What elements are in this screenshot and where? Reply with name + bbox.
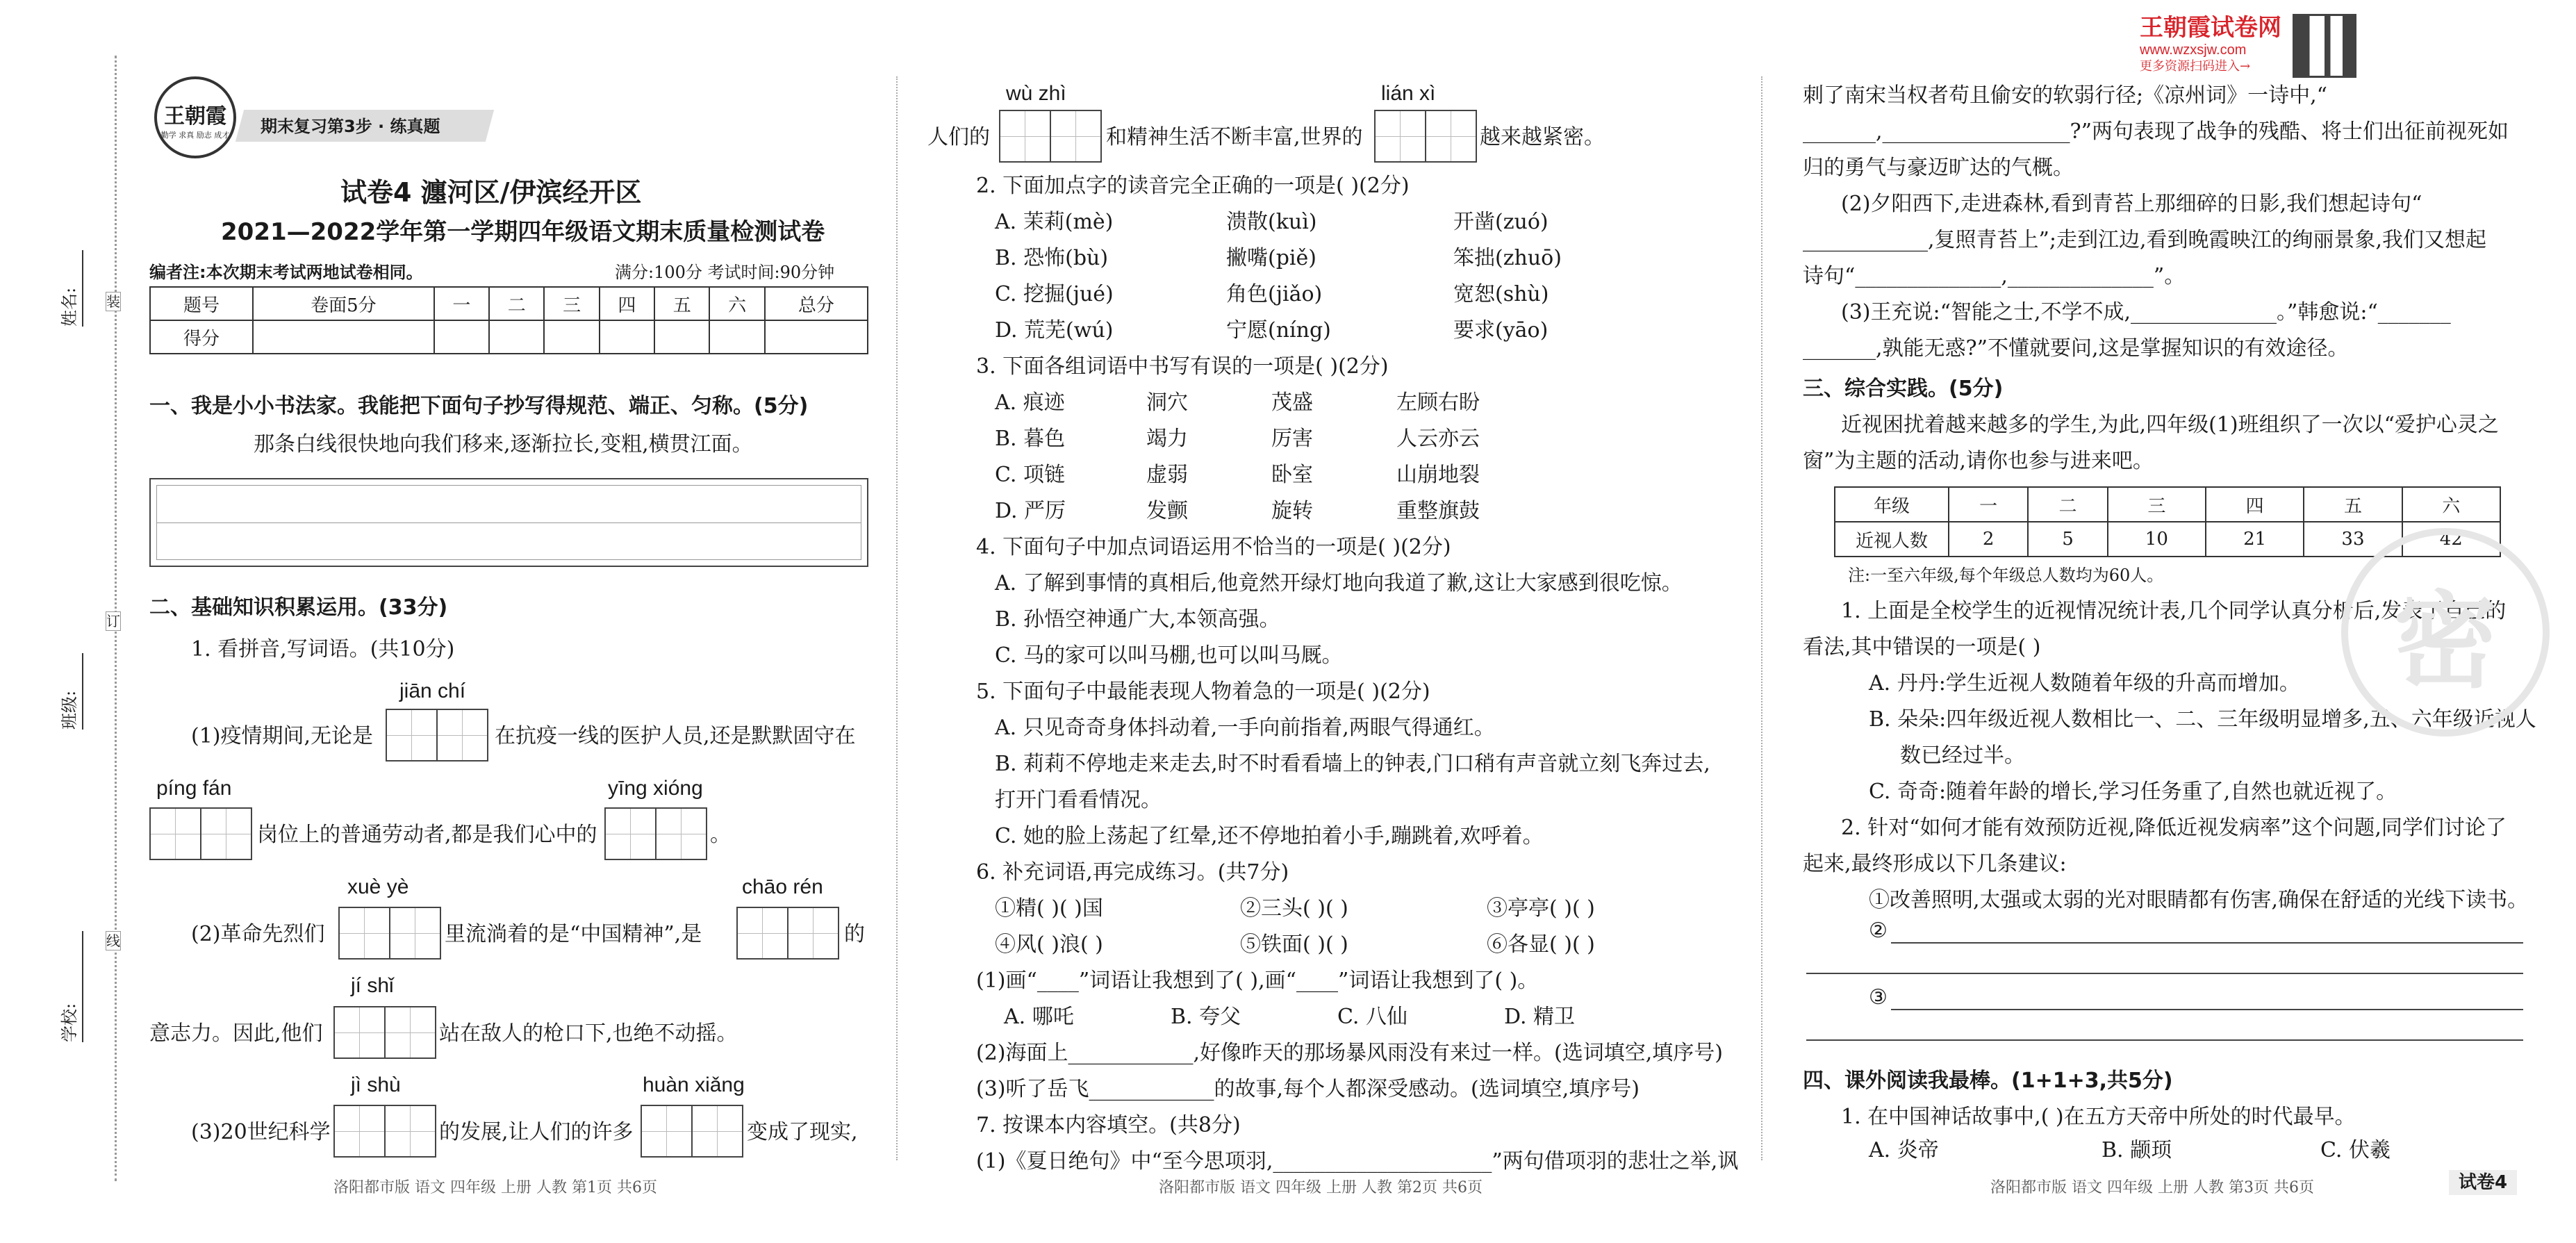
s1d: 。 bbox=[710, 823, 731, 847]
pinyin: lián xì bbox=[1381, 82, 1436, 105]
q7-line: 诗句“______________,______________”。 bbox=[1803, 264, 2186, 288]
q3-opt: 重整旗鼓 bbox=[1396, 499, 1480, 523]
q3-opt: 旋转 bbox=[1271, 499, 1313, 523]
q7-line: _______,__________________?”两句表现了战争的残酷、将士们出征前视死如 bbox=[1803, 120, 2509, 144]
q7-line: (3)王充说:“智能之士,不学不成,______________。”韩愈说:“_______ bbox=[1841, 300, 2451, 324]
score-cell[interactable] bbox=[654, 320, 709, 354]
table-note: 注:一至六年级,每个年级总人数均为60人。 bbox=[1848, 566, 2164, 585]
sec3-q1: 1. 上面是全校学生的近视情况统计表,几个同学认真分析后,发表了自己的 bbox=[1841, 599, 2507, 623]
q6-word: ②三头( )( ) bbox=[1240, 896, 1348, 921]
q4-opt: C. 马的家可以叫马棚,也可以叫马厩。 bbox=[995, 643, 1343, 668]
answer-grid[interactable] bbox=[149, 807, 252, 860]
s2a: (2)革命先烈们 bbox=[191, 922, 325, 946]
myopia-value: 33 bbox=[2304, 522, 2402, 557]
q4-stem: 4. 下面句子中加点词语运用不恰当的一项是( )(2分) bbox=[976, 535, 1451, 559]
brand-name: 王朝霞试卷网 bbox=[2140, 14, 2281, 42]
q7-line: (1)《夏日绝句》中“至今思项羽,_____________________”两句借项羽的悲壮之举,讽 bbox=[976, 1149, 1739, 1174]
myopia-value: 5 bbox=[2028, 522, 2107, 557]
suggestion-3: ③ bbox=[1869, 985, 1888, 1010]
score-header: 四 bbox=[600, 287, 654, 320]
q3-opt: B. 暮色 bbox=[995, 427, 1066, 451]
suggestion-1: ①改善照明,太强或太弱的光对眼睛都有伤害,确保在舒适的光线下读书。 bbox=[1869, 888, 2529, 912]
q6-choice: D. 精卫 bbox=[1504, 1005, 1576, 1029]
score-cell[interactable] bbox=[253, 320, 434, 354]
q3-opt: 左顾右盼 bbox=[1396, 390, 1480, 415]
q3-opt: 人云亦云 bbox=[1396, 427, 1480, 451]
pinyin: huàn xiǎng bbox=[643, 1073, 745, 1096]
exam-title: 试卷4 瀍河区/伊滨经开区 bbox=[340, 177, 642, 208]
score-row-label: 得分 bbox=[150, 320, 253, 354]
score-header: 一 bbox=[434, 287, 489, 320]
pinyin: xuè yè bbox=[347, 875, 409, 898]
answer-line[interactable] bbox=[1891, 942, 2523, 944]
logo-text: 王朝霞 bbox=[164, 104, 226, 129]
answer-grid[interactable] bbox=[1374, 110, 1477, 163]
sec3-opt: A. 丹丹:学生近视人数随着年级的升高而增加。 bbox=[1869, 671, 2300, 695]
q5-opt: C. 她的脸上荡起了红晕,还不停地拍着小手,蹦跳着,欢呼着。 bbox=[995, 824, 1544, 848]
side-class-label: 班级: bbox=[60, 690, 79, 730]
score-cell[interactable] bbox=[765, 320, 868, 354]
q5-opt: A. 只见奇奇身体抖动着,一手向前指着,两眼气得通红。 bbox=[995, 716, 1495, 740]
pinyin: jì shù bbox=[351, 1073, 401, 1096]
suggestion-2: ② bbox=[1869, 919, 1888, 943]
brand-slogan: 更多资源扫码进入→ bbox=[2140, 59, 2251, 74]
q6-word: ①精( )( )国 bbox=[995, 896, 1103, 921]
score-info: 满分:100分 考试时间:90分钟 bbox=[615, 263, 835, 282]
paper-badge: 试卷4 bbox=[2449, 1170, 2517, 1195]
section2-title: 二、基础知识积累运用。(33分) bbox=[149, 595, 448, 620]
answer-grid[interactable] bbox=[338, 907, 441, 960]
myopia-label: 近视人数 bbox=[1835, 522, 1949, 557]
q2-opt: C. 挖掘(jué) bbox=[995, 282, 1114, 306]
q2-opt: 撇嘴(piě) bbox=[1226, 246, 1316, 270]
score-cell[interactable] bbox=[544, 320, 599, 354]
q6-sub3: (3)听了岳飞____________的故事,每个人都深受感动。(选词填空,填序号) bbox=[976, 1077, 1640, 1101]
s2d: 意志力。因此,他们 bbox=[149, 1021, 323, 1046]
pinyin: jiān chí bbox=[399, 680, 466, 702]
side-mark-ding: 订 bbox=[106, 613, 120, 629]
sec3-opt: 数已经过半。 bbox=[1900, 743, 2025, 768]
q6-word: ③亭亭( )( ) bbox=[1487, 896, 1595, 921]
sec3-intro: 窗”为主题的活动,请你也参与进来吧。 bbox=[1803, 449, 2154, 473]
myopia-header: 五 bbox=[2304, 487, 2402, 522]
answer-grid[interactable] bbox=[999, 110, 1102, 163]
side-name-line bbox=[82, 250, 83, 327]
q6-word: ④风( )浪( ) bbox=[995, 932, 1103, 957]
section1-title: 一、我是小小书法家。我能把下面句子抄写得规范、端正、匀称。(5分) bbox=[149, 394, 809, 418]
sec3-q1: 看法,其中错误的一项是( ) bbox=[1803, 635, 2041, 659]
s2e: 站在敌人的枪口下,也绝不动摇。 bbox=[439, 1021, 738, 1046]
q6-choice: B. 夸父 bbox=[1171, 1005, 1241, 1029]
pinyin: yīng xióng bbox=[608, 777, 703, 800]
q3-opt: 竭力 bbox=[1146, 427, 1188, 451]
s3d: 人们的 bbox=[927, 125, 990, 149]
q7-line: ____________,复照青苔上”;走到江边,看到晚霞映江的绚丽景象,我们又想起 bbox=[1803, 228, 2487, 252]
myopia-value: 42 bbox=[2402, 522, 2500, 557]
s3a: (3)20世纪科学 bbox=[191, 1120, 331, 1144]
q3-opt: 厉害 bbox=[1271, 427, 1313, 451]
editor-note: 编者注:本次期末考试两地试卷相同。 bbox=[149, 263, 423, 282]
myopia-header: 三 bbox=[2108, 487, 2206, 522]
answer-line[interactable] bbox=[1891, 1009, 2523, 1010]
copy-box[interactable] bbox=[149, 478, 868, 567]
side-mark-xian: 线 bbox=[106, 932, 120, 949]
answer-grid[interactable] bbox=[736, 907, 839, 960]
sec3-opt: C. 奇奇:随着年龄的增长,学习任务重了,自然也就近视了。 bbox=[1869, 780, 2397, 804]
sec4-opt: C. 伏羲 bbox=[2320, 1138, 2391, 1162]
q5-stem: 5. 下面句子中最能表现人物着急的一项是( )(2分) bbox=[976, 680, 1430, 704]
score-cell[interactable] bbox=[709, 320, 764, 354]
q4-opt: B. 孙悟空神通广大,本领高强。 bbox=[995, 607, 1280, 632]
pinyin: píng fán bbox=[156, 777, 232, 800]
score-header: 卷面5分 bbox=[253, 287, 434, 320]
q3-opt: 茂盛 bbox=[1271, 390, 1313, 415]
q3-opt: 发颤 bbox=[1146, 499, 1188, 523]
logo-sub: 勤学 求真 励志 成才 bbox=[160, 131, 230, 140]
q7-line: 刺了南宋当权者苟且偷安的软弱行径;《凉州词》一诗中,“ bbox=[1803, 83, 2327, 108]
exam-subtitle: 2021—2022学年第一学期四年级语文期末质量检测试卷 bbox=[221, 218, 825, 246]
myopia-header: 一 bbox=[1949, 487, 2028, 522]
q7-line: _______,孰能无惑?”不懂就要问,这是掌握知识的有效途径。 bbox=[1803, 336, 2349, 361]
section4-title: 四、课外阅读我最棒。(1+1+3,共5分) bbox=[1803, 1069, 2173, 1093]
answer-line[interactable] bbox=[1806, 973, 2523, 974]
footer-page2: 洛阳都市版 语文 四年级 上册 人教 第2页 共6页 bbox=[1159, 1179, 1483, 1196]
sec4-q1: 1. 在中国神话故事中,( )在五方天帝中所处的时代最早。 bbox=[1841, 1105, 2356, 1129]
q7-line: 归的勇气与豪迈旷达的气概。 bbox=[1803, 156, 2074, 180]
myopia-header: 年级 bbox=[1835, 487, 1949, 522]
answer-grid[interactable] bbox=[641, 1105, 743, 1158]
q2-opt: 开凿(zuó) bbox=[1453, 210, 1549, 234]
q6-choice: A. 哪吒 bbox=[1004, 1005, 1074, 1029]
myopia-header: 四 bbox=[2206, 487, 2304, 522]
q3-opt: C. 项链 bbox=[995, 463, 1065, 487]
s3b: 的发展,让人们的许多 bbox=[439, 1120, 634, 1144]
score-cell[interactable] bbox=[489, 320, 544, 354]
q2-opt: 要求(yāo) bbox=[1453, 318, 1549, 343]
score-header: 六 bbox=[709, 287, 764, 320]
q4-opt: A. 了解到事情的真相后,他竟然开绿灯地向我道了歉,这让大家感到很吃惊。 bbox=[995, 571, 1683, 595]
myopia-value: 21 bbox=[2206, 522, 2304, 557]
q3-opt: 洞穴 bbox=[1146, 390, 1188, 415]
q2-opt: 角色(jiǎo) bbox=[1226, 282, 1323, 306]
pinyin: wù zhì bbox=[1006, 82, 1066, 105]
q6-stem: 6. 补充词语,再完成练习。(共7分) bbox=[976, 860, 1289, 884]
q5-opt: B. 莉莉不停地走来走去,时不时看看墙上的钟表,门口稍有声音就立刻飞奔过去, bbox=[995, 752, 1710, 776]
sec3-q2: 2. 针对“如何才能有效预防近视,降低近视发病率”这个问题,同学们讨论了 bbox=[1841, 816, 2507, 840]
score-header: 二 bbox=[489, 287, 544, 320]
q1-stem: 1. 看拼音,写词语。(共10分) bbox=[191, 637, 455, 661]
side-class-line bbox=[82, 653, 83, 730]
myopia-value: 10 bbox=[2108, 522, 2206, 557]
q6-word: ⑤铁面( )( ) bbox=[1240, 932, 1348, 957]
page-divider bbox=[1761, 76, 1762, 1160]
logo-badge bbox=[154, 76, 236, 158]
q2-opt: B. 恐怖(bù) bbox=[995, 246, 1109, 270]
q2-stem: 2. 下面加点字的读音完全正确的一项是( )(2分) bbox=[976, 174, 1410, 198]
q5-opt: 打开门看看情况。 bbox=[995, 788, 1162, 812]
q7-line: (2)夕阳西下,走进森林,看到青苔上那细碎的日影,我们想起诗句“ bbox=[1841, 192, 2422, 216]
score-header: 题号 bbox=[150, 287, 253, 320]
s1b: 在抗疫一线的医护人员,还是默默固守在 bbox=[495, 724, 856, 748]
q2-opt: 溃散(kuì) bbox=[1226, 210, 1317, 234]
score-cell[interactable] bbox=[600, 320, 654, 354]
footer-page3: 洛阳都市版 语文 四年级 上册 人教 第3页 共6页 bbox=[1990, 1179, 2314, 1196]
side-school-line bbox=[82, 931, 83, 1042]
s2c: 的 bbox=[844, 922, 865, 946]
score-header: 总分 bbox=[765, 287, 868, 320]
score-header: 五 bbox=[654, 287, 709, 320]
q6-sub2: (2)海面上____________,好像昨天的那场暴风雨没有来过一样。(选词填空,填序号) bbox=[976, 1041, 1723, 1065]
q3-opt: 虚弱 bbox=[1146, 463, 1188, 487]
q2-opt: D. 荒芜(wú) bbox=[995, 318, 1114, 343]
q2-opt: 宽恕(shù) bbox=[1453, 282, 1549, 306]
myopia-header: 二 bbox=[2028, 487, 2107, 522]
answer-grid[interactable] bbox=[604, 807, 707, 860]
sec3-intro: 近视困扰着越来越多的学生,为此,四年级(1)班组织了一次以“爱护心灵之 bbox=[1841, 413, 2499, 437]
s3e: 和精神生活不断丰富,世界的 bbox=[1106, 125, 1363, 149]
watermark-seal: 密 bbox=[2341, 528, 2550, 736]
q2-opt: 笨拙(zhuō) bbox=[1453, 246, 1562, 270]
side-name-label: 姓名: bbox=[60, 287, 79, 327]
s1c: 岗位上的普通劳动者,都是我们心中的 bbox=[257, 823, 597, 847]
s2b: 里流淌着的是“中国精神”,是 bbox=[445, 922, 702, 946]
q3-opt: A. 痕迹 bbox=[995, 390, 1065, 415]
q3-opt: 山崩地裂 bbox=[1396, 463, 1480, 487]
section3-title: 三、综合实践。(5分) bbox=[1803, 377, 2004, 401]
answer-grid[interactable] bbox=[333, 1006, 436, 1059]
s3f: 越来越紧密。 bbox=[1480, 125, 1605, 149]
q6-sub1: (1)画“____”词语让我想到了( ),画“____”词语让我想到了( )。 bbox=[976, 969, 1539, 993]
answer-grid[interactable] bbox=[333, 1105, 436, 1158]
qr-code-icon[interactable] bbox=[2293, 14, 2356, 78]
sec4-opt: A. 炎帝 bbox=[1869, 1138, 1939, 1162]
sec3-opt: B. 朵朵:四年级近视人数相比一、二、三年级明显增多,五、六年级近视人 bbox=[1869, 707, 2536, 732]
q3-opt: 卧室 bbox=[1271, 463, 1313, 487]
sec4-opt: B. 颛顼 bbox=[2102, 1138, 2172, 1162]
score-cell[interactable] bbox=[434, 320, 489, 354]
step-label: 期末复习第3步 · 练真题 bbox=[261, 117, 440, 136]
footer-page1: 洛阳都市版 语文 四年级 上册 人教 第1页 共6页 bbox=[333, 1179, 657, 1196]
q6-word: ⑥各显( )( ) bbox=[1487, 932, 1595, 957]
q3-opt: D. 严厉 bbox=[995, 499, 1066, 523]
side-mark-zhuang: 装 bbox=[106, 293, 120, 310]
score-table bbox=[149, 286, 868, 354]
side-school-label: 学校: bbox=[60, 1003, 79, 1042]
q3-stem: 3. 下面各组词语中书写有误的一项是( )(2分) bbox=[976, 354, 1389, 379]
sec3-q2: 起来,最终形成以下几条建议: bbox=[1803, 852, 2067, 876]
score-header: 三 bbox=[544, 287, 599, 320]
q6-choice: C. 八仙 bbox=[1337, 1005, 1407, 1029]
myopia-header: 六 bbox=[2402, 487, 2500, 522]
s1a: (1)疫情期间,无论是 bbox=[191, 724, 374, 748]
q2-opt: 宁愿(níng) bbox=[1226, 318, 1331, 343]
answer-grid[interactable] bbox=[386, 709, 488, 762]
brand-url: www.wzxsjw.com bbox=[2140, 42, 2247, 58]
answer-line[interactable] bbox=[1806, 1039, 2523, 1041]
s3c: 变成了现实, bbox=[747, 1120, 858, 1144]
pinyin: jí shǐ bbox=[351, 974, 394, 997]
pinyin: chāo rén bbox=[742, 875, 823, 898]
q7-stem: 7. 按课本内容填空。(共8分) bbox=[976, 1113, 1241, 1137]
myopia-value: 2 bbox=[1949, 522, 2028, 557]
q2-opt: A. 茉莉(mè) bbox=[995, 210, 1114, 234]
copy-sentence: 那条白线很快地向我们移来,逐渐拉长,变粗,横贯江面。 bbox=[254, 432, 753, 456]
page-divider bbox=[896, 76, 898, 1160]
